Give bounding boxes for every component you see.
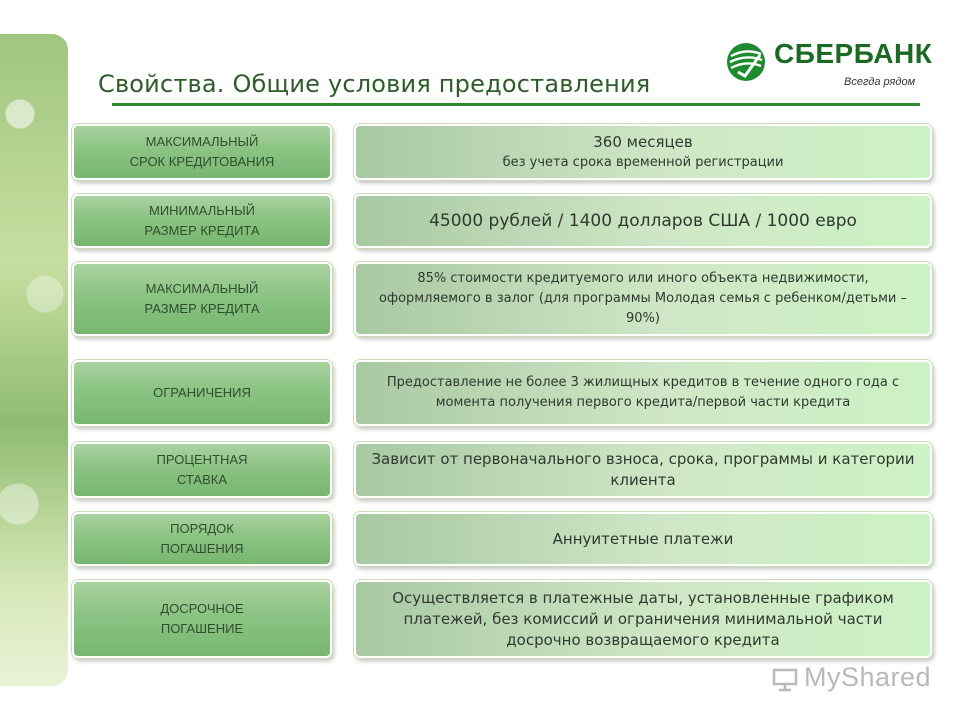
sberbank-logo <box>724 36 933 92</box>
min-amount-row <box>70 194 938 248</box>
logo-slogan: Всегда рядом <box>844 76 916 88</box>
max-amount-row <box>70 262 938 336</box>
row-label-repayment-order <box>72 512 332 566</box>
row-label-min-amount <box>72 194 332 248</box>
decorative-leaf-strip <box>0 34 68 686</box>
row-label-line: ПОГАШЕНИЯ <box>160 541 244 556</box>
row-value-max-term <box>354 124 932 180</box>
row-value-restrictions: Предоставление не более 3 жилищных кредитов в течение одного года с момента получения первого кредита/первой части кредита <box>354 360 932 426</box>
row-label-restrictions: ОГРАНИЧЕНИЯ <box>72 360 332 426</box>
early-repayment-row <box>70 580 938 658</box>
row-value-early-repayment: Осуществляется в платежные даты, установленные графиком платежей, без комиссий и ограничения минимальной части досрочно возвращаемого кредита <box>354 580 932 658</box>
restrictions-row <box>70 360 938 426</box>
row-label-line: ПОГАШЕНИЕ <box>160 621 244 636</box>
row-label-max-amount <box>72 262 332 336</box>
row-label-line: МАКСИМАЛЬНЫЙ <box>145 281 259 296</box>
row-value-max-amount: 85% стоимости кредитуемого или иного объекта недвижимости, оформляемого в залог (для программы Молодая семья с ребенком/детьми – 90%) <box>354 262 932 336</box>
row-label-line: МИНИМАЛЬНЫЙ <box>149 203 255 218</box>
term-value: 360 месяцев <box>593 132 693 151</box>
row-value-repayment-order: Аннуитетные платежи <box>354 512 932 566</box>
row-label-interest-rate <box>72 442 332 498</box>
row-value-min-amount: 45000 рублей / 1400 долларов США / 1000 евро <box>354 194 932 248</box>
row-label-max-term <box>72 124 332 180</box>
row-label-line: ПОРЯДОК <box>170 521 234 536</box>
row-label-line: СРОК КРЕДИТОВАНИЯ <box>129 154 275 169</box>
presentation-board-icon <box>772 668 798 692</box>
row-value-interest-rate: Зависит от первоначального взноса, срока, программы и категории клиента <box>354 442 932 498</box>
row-label-line: ДОСРОЧНОЕ <box>160 601 244 616</box>
term-row <box>70 124 938 180</box>
row-label-line: СТАВКА <box>176 472 228 487</box>
repayment-order-row <box>70 512 938 566</box>
sberbank-logo-icon <box>724 40 768 84</box>
interest-rate-row <box>70 442 938 498</box>
row-label-line: ПРОЦЕНТНАЯ <box>156 452 248 467</box>
term-note: без учета срока временной регистрации <box>502 154 784 170</box>
watermark <box>772 660 932 696</box>
page-title: Свойства. Общие условия предоставления <box>98 70 651 98</box>
watermark-text: MyShared <box>804 662 932 692</box>
logo-wordmark: СБЕРБАНК <box>774 38 933 69</box>
row-label-line: РАЗМЕР КРЕДИТА <box>144 223 260 238</box>
row-label-early-repayment <box>72 580 332 658</box>
row-label-line: РАЗМЕР КРЕДИТА <box>144 301 260 316</box>
row-label-line: МАКСИМАЛЬНЫЙ <box>145 134 259 149</box>
title-underline <box>112 103 920 106</box>
